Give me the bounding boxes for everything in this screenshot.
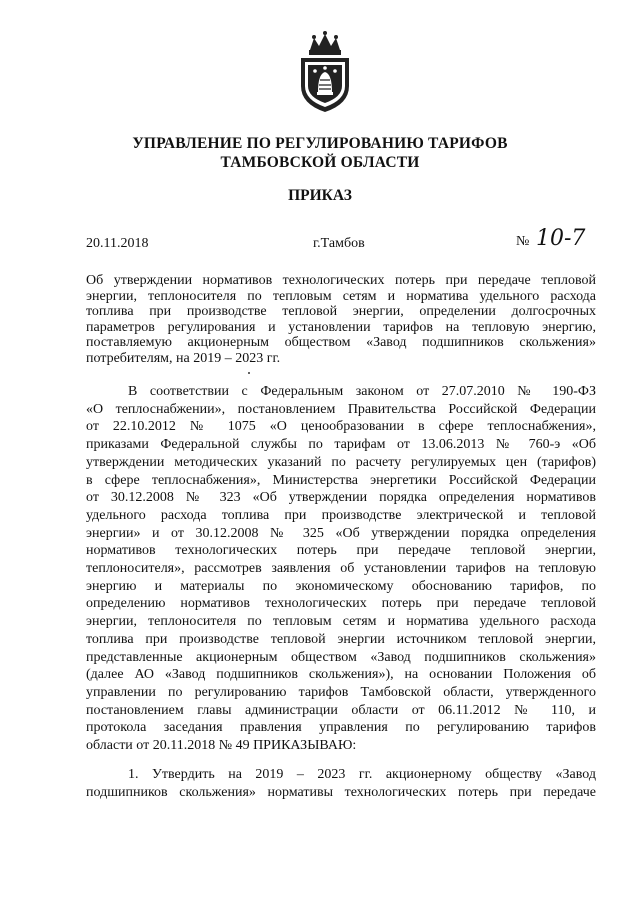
subject-line: потребителям, на 2019 – 2023 гг.: [86, 350, 281, 366]
organization-name-line1: УПРАВЛЕНИЕ ПО РЕГУЛИРОВАНИЮ ТАРИФОВ: [132, 135, 508, 152]
document-number-label: №: [516, 234, 530, 249]
preamble-paragraph: [86, 383, 596, 755]
body-line: «О теплоснабжении», постановлением Правительства Российской Федерации: [86, 401, 596, 417]
document-date: 20.11.2018: [86, 236, 149, 251]
document-number-handwritten: 10-7: [536, 226, 586, 251]
body-line: энергии, теплоносителя по тепловым сетям и норматива удельного расхода: [86, 614, 596, 630]
body-line: представленные акционерным обществом «Завод подшипников скольжения»: [86, 649, 596, 665]
body-line: от 22.10.2012 № 1075 «О ценообразовании в сфере теплоснабжения»,: [86, 419, 596, 435]
body-line: нормативов технологических потерь при передаче тепловой энергии,: [86, 543, 596, 559]
body-line: теплоносителя», рассмотрев заявления об установлении тарифов на тепловую: [86, 561, 596, 577]
body-line: от 30.12.2008 № 323 «Об утверждении порядка определения нормативов: [86, 490, 596, 506]
body-line: приказами Федеральной службы по тарифам от 13.06.2013 № 760-э «Об: [86, 437, 596, 453]
item-line: подшипников скольжения» нормативы технологических потерь при передаче: [86, 784, 596, 800]
body-line: энергию и материалы по экономическому обоснованию тарифов, по: [86, 578, 596, 594]
document-city: г.Тамбов: [313, 236, 365, 251]
subject-line: энергии, теплоносителя по тепловым сетям и норматива удельного расхода: [86, 288, 596, 304]
organization-name-line2: ТАМБОВСКОЙ ОБЛАСТИ: [220, 154, 420, 171]
subject-line: поставляемую акционерным обществом «Завод подшипников скольжения»: [86, 335, 596, 351]
body-line: протокола заседания правления управления по регулированию тарифов: [86, 720, 596, 736]
document-type-title: ПРИКАЗ: [288, 187, 352, 204]
body-line: энергии» и от 30.12.2008 № 325 «Об утверждении порядка определения: [86, 525, 596, 541]
body-line: (далее АО «Завод подшипников скольжения»), на основании Положения об: [86, 667, 596, 683]
coat-of-arms-emblem-icon: [296, 30, 354, 114]
body-line: управлении по регулированию тарифов Тамбовской области, утвержденного: [86, 684, 596, 700]
body-line: области от 20.11.2018 № 49 ПРИКАЗЫВАЮ:: [86, 738, 357, 754]
body-line: утверждении методических указаний по расчету регулируемых цен (тарифов): [86, 454, 596, 470]
body-line: В соответствии с Федеральным законом от 27.07.2010 № 190-ФЗ: [128, 384, 596, 399]
body-line: определению нормативов технологических потерь при передаче тепловой: [86, 596, 596, 612]
order-item-1: [86, 766, 596, 801]
body-line: удельного расхода топлива при производстве электрической и тепловой: [86, 507, 596, 523]
body-line: постановлением главы администрации области от 06.11.2012 № 110, и: [86, 702, 596, 718]
subject-line: Об утверждении нормативов технологических потерь при передаче тепловой: [86, 273, 596, 288]
body-line: топлива при производстве тепловой энергии источником тепловой энергии,: [86, 631, 596, 647]
document-subject: [86, 273, 596, 367]
body-line: в сфере теплоснабжения», Министерства энергетики Российской Федерации: [86, 472, 596, 488]
subject-line: топлива при производстве тепловой энергии, определении долгосрочных: [86, 304, 596, 320]
scan-speck: [248, 372, 250, 374]
subject-line: параметров регулирования и установлении тарифов на тепловую энергию,: [86, 319, 596, 335]
item-line: 1. Утвердить на 2019 – 2023 гг. акционерному обществу «Завод: [128, 767, 596, 782]
